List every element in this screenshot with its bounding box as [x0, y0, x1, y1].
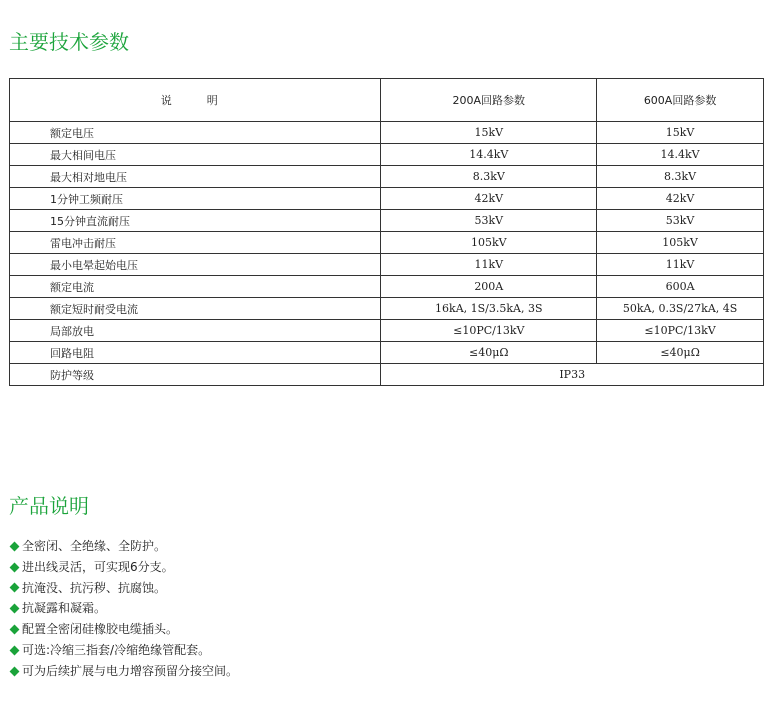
row-value-200a: 42kV: [381, 188, 597, 210]
row-label: 局部放电: [10, 320, 381, 342]
row-label: 额定电流: [10, 276, 381, 298]
row-label: 最大相对地电压: [10, 166, 381, 188]
row-label: 回路电阻: [10, 342, 381, 364]
row-value-600a: 8.3kV: [597, 166, 764, 188]
list-item: [10, 661, 238, 682]
row-value-600a: ≤40μΩ: [597, 342, 764, 364]
feature-text: 进出线灵活，可实现6分支。: [22, 559, 174, 574]
table-row: [10, 188, 764, 210]
row-value-200a: 11kV: [381, 254, 597, 276]
row-value-200a: ≤40μΩ: [381, 342, 597, 364]
table-row: [10, 232, 764, 254]
row-value-200a: 15kV: [381, 122, 597, 144]
spec-header-row: [10, 79, 764, 122]
row-value-200a: 14.4kV: [381, 144, 597, 166]
list-item: [10, 536, 238, 557]
header-description: 说 明: [10, 79, 381, 122]
spec-section-title: 主要技术参数: [9, 30, 129, 54]
table-row: [10, 298, 764, 320]
row-value-600a: 50kA, 0.3S/27kA, 4S: [597, 298, 764, 320]
row-label: 15分钟直流耐压: [10, 210, 381, 232]
list-item: [10, 619, 238, 640]
diamond-bullet-icon: [10, 604, 20, 614]
product-section-title: 产品说明: [9, 494, 89, 518]
row-value-200a: 200A: [381, 276, 597, 298]
row-value-600a: 105kV: [597, 232, 764, 254]
list-item: [10, 598, 238, 619]
row-label: 最大相间电压: [10, 144, 381, 166]
feature-text: 配置全密闭硅橡胶电缆插头。: [22, 622, 179, 637]
list-item: [10, 578, 238, 599]
list-item: [10, 640, 238, 661]
row-value-600a: 42kV: [597, 188, 764, 210]
feature-text: 抗淹没、抗污秽、抗腐蚀。: [22, 580, 167, 595]
row-value-200a: 16kA, 1S/3.5kA, 3S: [381, 298, 597, 320]
row-label: 额定电压: [10, 122, 381, 144]
list-item: [10, 557, 238, 578]
header-200a: 200A回路参数: [381, 79, 597, 122]
row-label: 雷电冲击耐压: [10, 232, 381, 254]
row-value-200a: 53kV: [381, 210, 597, 232]
table-row: [10, 166, 764, 188]
row-value-600a: 53kV: [597, 210, 764, 232]
diamond-bullet-icon: [10, 625, 20, 635]
feature-text: 全密闭、全绝缘、全防护。: [22, 539, 167, 553]
diamond-bullet-icon: [10, 666, 20, 676]
table-row: [10, 210, 764, 232]
row-value-600a: 15kV: [597, 122, 764, 144]
header-600a: 600A回路参数: [597, 79, 764, 122]
row-value-600a: ≤10PC/13kV: [597, 320, 764, 342]
diamond-bullet-icon: [10, 583, 20, 593]
diamond-bullet-icon: [10, 541, 20, 551]
row-value-600a: 600A: [597, 276, 764, 298]
row-label: 最小电晕起始电压: [10, 254, 381, 276]
row-label: 防护等级: [10, 364, 381, 386]
row-value-600a: 14.4kV: [597, 144, 764, 166]
row-value-200a: ≤10PC/13kV: [381, 320, 597, 342]
feature-list: [10, 536, 238, 682]
row-value-merged: IP33: [381, 364, 764, 386]
table-row: [10, 276, 764, 298]
diamond-bullet-icon: [10, 562, 20, 572]
feature-text: 可为后续扩展与电力增容预留分接空间。: [22, 663, 239, 678]
spec-table: [9, 78, 764, 386]
table-row: [10, 144, 764, 166]
table-row: [10, 320, 764, 342]
row-label: 额定短时耐受电流: [10, 298, 381, 320]
table-row: [10, 342, 764, 364]
table-row-protection: [10, 364, 764, 386]
table-row: [10, 254, 764, 276]
row-value-600a: 11kV: [597, 254, 764, 276]
diamond-bullet-icon: [10, 645, 20, 655]
feature-text: 抗凝露和凝霜。: [22, 601, 107, 616]
row-value-200a: 8.3kV: [381, 166, 597, 188]
row-value-200a: 105kV: [381, 232, 597, 254]
row-label: 1分钟工频耐压: [10, 188, 381, 210]
feature-text: 可选:冷缩三指套/冷缩绝缘管配套。: [22, 642, 211, 657]
table-row: [10, 122, 764, 144]
